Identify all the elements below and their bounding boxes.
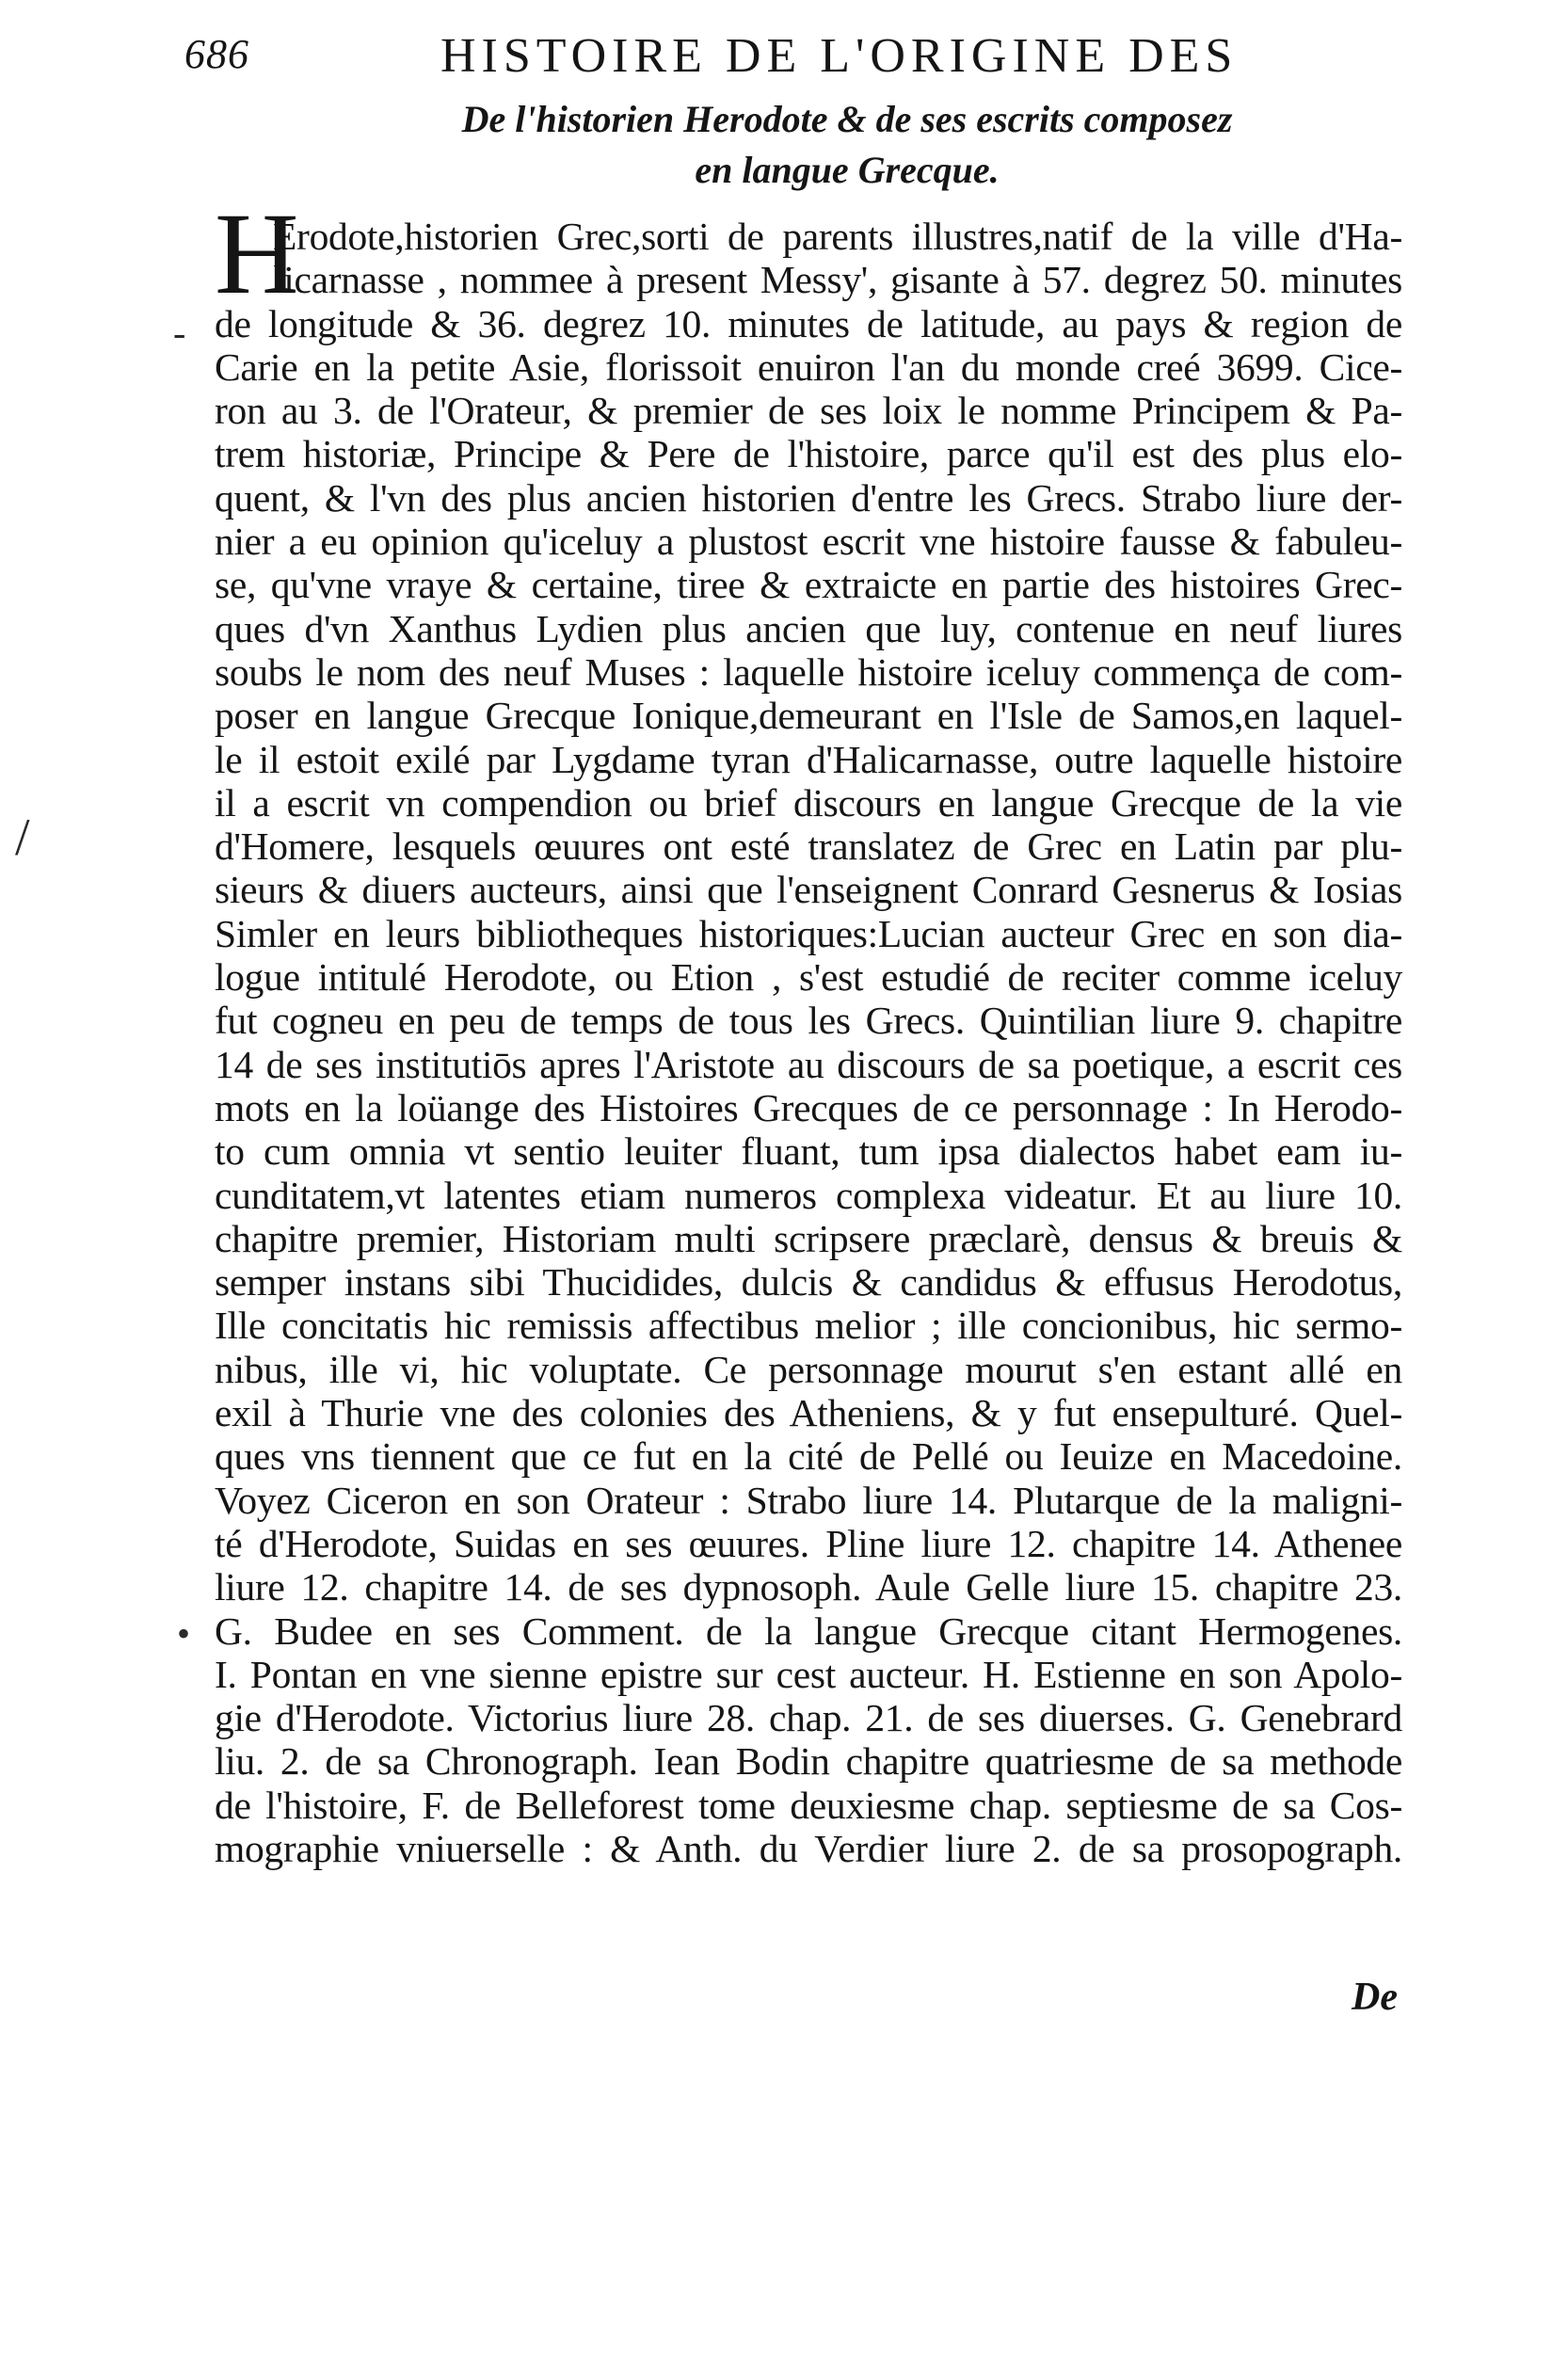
text-line: il a escrit vn compendion ou brief discours en langue Grecque de la vie	[215, 780, 1402, 824]
text-line: ques vns tiennent que ce fut en la cité de Pellé ou Ieuize en Macedoine.	[215, 1434, 1402, 1479]
text-line: I. Pontan en vne sienne epistre sur cest aucteur. H. Estienne en son Apolo-	[215, 1652, 1402, 1696]
drop-cap: H	[215, 189, 299, 318]
text-line: Erodote,historien Grec,sorti de parents illustres,natif de la ville d'Ha-	[273, 215, 1402, 258]
text-line: d'Homere, lesquels œuures ont esté translatez de Grec en Latin par plu-	[215, 824, 1402, 869]
running-title: HISTOIRE DE L'ORIGINE DES	[440, 29, 1239, 83]
text-line: chapitre premier, Historiam multi scripsere præclarè, densus & breuis &	[215, 1216, 1402, 1260]
text-line: to cum omnia vt sentio leuiter fluant, tum ipsa dialectos habet eam iu-	[215, 1129, 1402, 1174]
text-line: Simler en leurs bibliotheques historiques:Lucian aucteur Grec en son dia-	[215, 911, 1402, 955]
text-line: de longitude & 36. degrez 10. minutes de latitude, au pays & region de	[215, 301, 1402, 345]
text-line: mots en la loüange des Histoires Grecques de ce personnage : In Herodo-	[215, 1085, 1402, 1129]
text-line: fut cogneu en peu de temps de tous les Grecs. Quintilian liure 9. chapitre	[215, 999, 1402, 1043]
text-line: licarnasse , nommee à present Messy', gisante à 57. degrez 50. minutes	[273, 258, 1402, 302]
text-line: G. Budee en ses Comment. de la langue Grecque citant Hermogenes.	[215, 1609, 1402, 1653]
text-line: se, qu'vne vraye & certaine, tiree & extraicte en partie des histoires Grec-	[215, 563, 1402, 607]
text-line: nibus, ille vi, hic voluptate. Ce personnage mourut s'en estant allé en	[215, 1347, 1402, 1391]
text-line: té d'Herodote, Suidas en ses œuures. Pline liure 12. chapitre 14. Athenee	[215, 1521, 1402, 1565]
text-line: quent, & l'vn des plus ancien historien d'entre les Grecs. Strabo liure der-	[215, 475, 1402, 520]
text-line: Ille concitatis hic remissis affectibus melior ; ille concionibus, hic sermo-	[215, 1304, 1402, 1348]
text-line: le il estoit exilé par Lygdame tyran d'Halicarnasse, outre laquelle histoire	[215, 737, 1402, 781]
margin-mark: •	[177, 1612, 191, 1655]
chapter-title-line-1: De l'historien Herodote & de ses escrits composez	[461, 98, 1233, 140]
text-line: nier a eu opinion qu'iceluy a plustost escrit vne histoire fausse & fabuleu-	[215, 520, 1402, 564]
chapter-title	[282, 94, 1412, 196]
chapter-title-line-2: en langue Grecque.	[695, 149, 1000, 191]
body-text	[215, 215, 1402, 1870]
text-line: 14 de ses institutiōs apres l'Aristote au discours de sa poetique, a escrit ces	[215, 1042, 1402, 1086]
text-line: semper instans sibi Thucidides, dulcis & candidus & effusus Herodotus,	[215, 1260, 1402, 1305]
text-line: poser en langue Grecque Ionique,demeurant en l'Isle de Samos,en laquel-	[215, 694, 1402, 738]
text-line: soubs le nom des neuf Muses : laquelle histoire iceluy commença de com-	[215, 649, 1402, 694]
text-line: sieurs & diuers aucteurs, ainsi que l'enseignent Conrard Gesnerus & Iosias	[215, 868, 1402, 912]
text-line: mographie vniuerselle : & Anth. du Verdier liure 2. de sa prosopograph.	[215, 1826, 1402, 1870]
text-line: liure 12. chapitre 14. de ses dypnosoph. Aule Gelle liure 15. chapitre 23.	[215, 1565, 1402, 1609]
text-line: cunditatem,vt latentes etiam numeros complexa videatur. Et au liure 10.	[215, 1173, 1402, 1217]
text-line: Voyez Ciceron en son Orateur : Strabo liure 14. Plutarque de la maligni-	[215, 1478, 1402, 1522]
text-line: de l'histoire, F. de Belleforest tome deuxiesme chap. septiesme de sa Cos-	[215, 1783, 1402, 1827]
text-line: liu. 2. de sa Chronograph. Iean Bodin chapitre quatriesme de sa methode	[215, 1739, 1402, 1784]
margin-mark: -	[173, 312, 186, 354]
text-line: exil à Thurie vne des colonies des Atheniens, & y fut ensepulturé. Quel-	[215, 1391, 1402, 1435]
text-line: gie d'Herodote. Victorius liure 28. chap. 21. de ses diuerses. G. Genebrard	[215, 1696, 1402, 1740]
margin-mark: /	[15, 808, 30, 867]
text-line: Carie en la petite Asie, florissoit enuiron l'an du monde creé 3699. Cice-	[215, 344, 1402, 389]
text-line: ron au 3. de l'Orateur, & premier de ses loix le nomme Principem & Pa-	[215, 389, 1402, 433]
text-line: logue intitulé Herodote, ou Etion , s'est estudié de reciter comme iceluy	[215, 955, 1402, 1000]
catchword: De	[1352, 1976, 1398, 2019]
text-line: trem historiæ, Principe & Pere de l'histoire, parce qu'il est des plus elo-	[215, 432, 1402, 476]
page-number: 686	[184, 31, 249, 77]
text-line: ques d'vn Xanthus Lydien plus ancien que luy, contenue en neuf liures	[215, 606, 1402, 650]
